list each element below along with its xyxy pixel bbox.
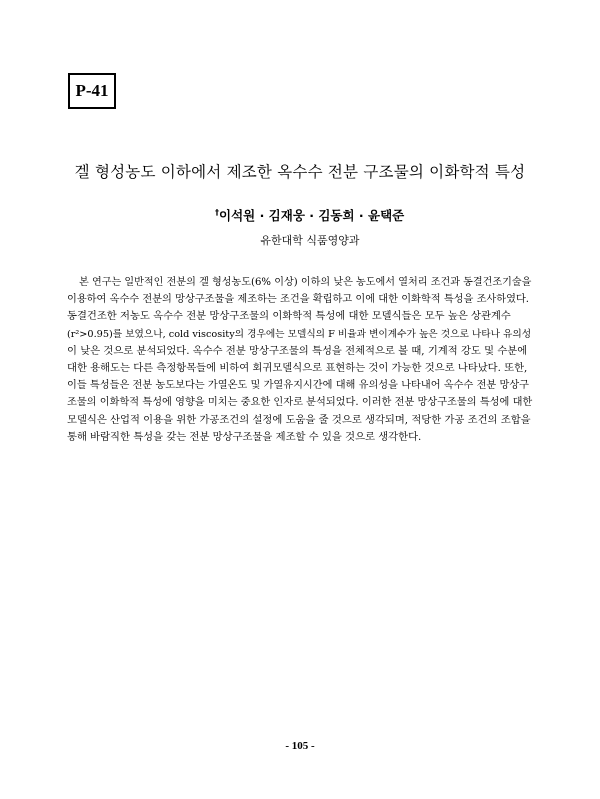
abstract-line: 통해 바람직한 특성을 갖는 전분 망상구조물을 제조할 수 있을 것으로 생각한다. bbox=[67, 430, 422, 443]
corresponding-author-mark: † bbox=[215, 207, 219, 217]
abstract-line: 이들 특성들은 전분 농도보다는 가열온도 및 가열유지시간에 대해 유의성을 나타내어 옥수수 전분 망상구 bbox=[67, 380, 530, 392]
authors-text: 이석원 · 김재웅 · 김동희 · 윤택준 bbox=[219, 208, 405, 223]
abstract-line: 이 낮은 것으로 분석되었다. 옥수수 전분 망상구조물의 특성을 전체적으로 볼 때, 기계적 강도 및 수분에 bbox=[67, 344, 528, 357]
abstract-body bbox=[67, 274, 533, 446]
poster-number-box bbox=[68, 73, 116, 109]
author-list bbox=[215, 206, 404, 224]
abstract-line: 동결건조한 저농도 옥수수 전분 망상구조물의 이화학적 특성에 대한 모델식들은 모두 높은 상관계수 bbox=[67, 310, 511, 323]
page-number: - 105 - bbox=[285, 740, 315, 752]
affiliation: 유한대학 식품영양과 bbox=[260, 234, 360, 247]
abstract-line: (r²>0.95)를 보였으나, cold viscosity의 경우에는 모델식의 F 비율과 변이계수가 높은 것으로 나타나 유의성 bbox=[67, 328, 532, 340]
abstract-line: 모델식은 산업적 이용을 위한 가공조건의 설정에 도움을 줄 것으로 생각되며, 적당한 가공 조건의 조합을 bbox=[67, 413, 531, 426]
paper-title: 겔 형성농도 이하에서 제조한 옥수수 전분 구조물의 이화학적 특성 bbox=[74, 163, 526, 181]
abstract-line: 대한 용해도는 다른 측정항목들에 비하여 회귀모델식으로 표현하는 것이 가능한 것으로 나타났다. 또한, bbox=[67, 362, 528, 375]
abstract-line: 본 연구는 일반적인 전분의 겔 형성농도(6% 이상) 이하의 낮은 농도에서 열처리 조건과 동결건조기술을 bbox=[79, 277, 532, 288]
abstract-line: 조물의 이화학적 특성에 영향을 미치는 중요한 인자로 분석되었다. 이러한 전분 망상구조물의 특성에 대한 bbox=[67, 397, 533, 409]
abstract-line: 이용하여 옥수수 전분의 망상구조물을 제조하는 조건을 확립하고 이에 대한 이화학적 특성을 조사하였다. bbox=[67, 294, 530, 306]
poster-number: P-41 bbox=[75, 81, 109, 100]
